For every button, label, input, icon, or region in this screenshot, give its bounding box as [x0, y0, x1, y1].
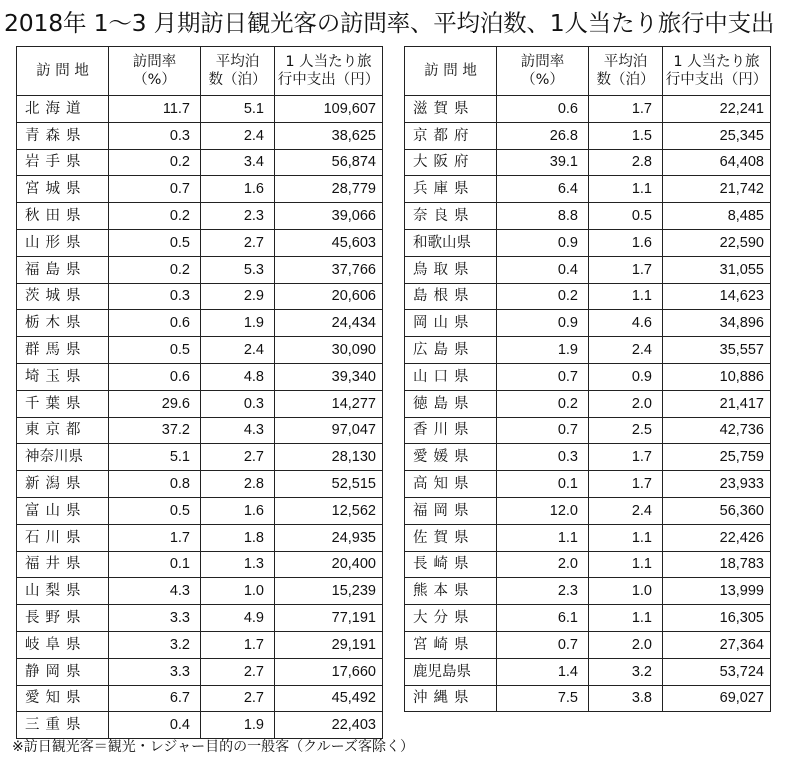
header-visit-rate-line2: （%）	[521, 72, 564, 88]
pref-cell: 鹿児島県	[405, 658, 497, 685]
rate-cell: 0.2	[109, 256, 201, 283]
nights-cell: 2.3	[201, 203, 275, 230]
nights-cell: 2.0	[589, 631, 663, 658]
rate-cell: 1.1	[497, 524, 589, 551]
pref-cell: 沖縄県	[405, 685, 497, 712]
table-row	[17, 578, 383, 605]
expense-cell: 39,340	[275, 363, 383, 390]
pref-cell: 長崎県	[405, 551, 497, 578]
table-row	[405, 310, 771, 337]
nights-cell: 2.5	[589, 417, 663, 444]
rate-cell: 0.6	[497, 96, 589, 123]
pref-cell: 神奈川県	[17, 444, 109, 471]
rate-cell: 0.4	[109, 712, 201, 739]
header-avg-nights-line1: 平均泊	[603, 54, 648, 70]
pref-cell: 滋賀県	[405, 96, 497, 123]
rate-cell: 0.2	[109, 149, 201, 176]
header-visit-rate-line2: （%）	[133, 72, 176, 88]
rate-cell: 0.2	[497, 283, 589, 310]
table-row	[17, 524, 383, 551]
nights-cell: 0.9	[589, 363, 663, 390]
header-destination-label: 訪 問 地	[36, 63, 89, 79]
nights-cell: 3.2	[589, 658, 663, 685]
rate-cell: 0.1	[497, 471, 589, 498]
nights-cell: 1.7	[589, 256, 663, 283]
right-table-body	[405, 47, 771, 712]
table-row	[405, 658, 771, 685]
expense-cell: 22,426	[663, 524, 771, 551]
table-row	[17, 256, 383, 283]
rate-cell: 2.3	[497, 578, 589, 605]
expense-cell: 23,933	[663, 471, 771, 498]
pref-cell: 千葉県	[17, 390, 109, 417]
pref-cell: 石川県	[17, 524, 109, 551]
rate-cell: 4.3	[109, 578, 201, 605]
table-row	[405, 685, 771, 712]
expense-cell: 77,191	[275, 605, 383, 632]
header-avg-nights	[201, 47, 275, 96]
table-row	[405, 551, 771, 578]
header-expense-line2: 行中支出（円）	[665, 72, 768, 88]
pref-cell: 静岡県	[17, 658, 109, 685]
table-row	[17, 471, 383, 498]
table-row	[17, 605, 383, 632]
nights-cell: 2.7	[201, 444, 275, 471]
table-row	[405, 176, 771, 203]
expense-cell: 25,759	[663, 444, 771, 471]
table-row	[405, 605, 771, 632]
table-row	[17, 310, 383, 337]
pref-cell: 福岡県	[405, 497, 497, 524]
header-visit-rate	[497, 47, 589, 96]
pref-cell: 京都府	[405, 122, 497, 149]
rate-cell: 6.4	[497, 176, 589, 203]
rate-cell: 12.0	[497, 497, 589, 524]
nights-cell: 3.4	[201, 149, 275, 176]
expense-cell: 64,408	[663, 149, 771, 176]
rate-cell: 1.4	[497, 658, 589, 685]
pref-cell: 山形県	[17, 229, 109, 256]
table-row	[405, 471, 771, 498]
table-row	[17, 229, 383, 256]
nights-cell: 2.4	[589, 497, 663, 524]
expense-cell: 53,724	[663, 658, 771, 685]
rate-cell: 0.7	[497, 417, 589, 444]
header-avg-nights	[589, 47, 663, 96]
rate-cell: 0.8	[109, 471, 201, 498]
pref-cell: 大阪府	[405, 149, 497, 176]
rate-cell: 0.9	[497, 229, 589, 256]
rate-cell: 6.1	[497, 605, 589, 632]
rate-cell: 3.2	[109, 631, 201, 658]
table-row	[405, 203, 771, 230]
header-visit-rate-line1: 訪問率	[520, 54, 565, 70]
rate-cell: 0.5	[109, 229, 201, 256]
pref-cell: 秋田県	[17, 203, 109, 230]
expense-cell: 38,625	[275, 122, 383, 149]
rate-cell: 0.7	[497, 631, 589, 658]
nights-cell: 1.7	[201, 631, 275, 658]
rate-cell: 0.5	[109, 497, 201, 524]
nights-cell: 1.8	[201, 524, 275, 551]
header-visit-rate	[109, 47, 201, 96]
pref-cell: 大分県	[405, 605, 497, 632]
pref-cell: 群馬県	[17, 337, 109, 364]
rate-cell: 7.5	[497, 685, 589, 712]
rate-cell: 26.8	[497, 122, 589, 149]
header-destination	[17, 47, 109, 96]
header-avg-nights-line2: 数（泊）	[596, 72, 655, 88]
expense-cell: 20,606	[275, 283, 383, 310]
expense-cell: 45,492	[275, 685, 383, 712]
pref-cell: 北海道	[17, 96, 109, 123]
table-row	[17, 176, 383, 203]
nights-cell: 2.7	[201, 658, 275, 685]
expense-cell: 24,935	[275, 524, 383, 551]
rate-cell: 0.6	[109, 363, 201, 390]
rate-cell: 0.6	[109, 310, 201, 337]
expense-cell: 25,345	[663, 122, 771, 149]
rate-cell: 8.8	[497, 203, 589, 230]
expense-cell: 22,590	[663, 229, 771, 256]
footnote: ※訪日観光客＝観光・レジャー目的の一般客（クルーズ客除く）	[12, 739, 414, 755]
pref-cell: 和歌山県	[405, 229, 497, 256]
header-expense	[275, 47, 383, 96]
pref-cell: 愛知県	[17, 685, 109, 712]
table-row	[405, 631, 771, 658]
table-row	[405, 390, 771, 417]
nights-cell: 1.0	[589, 578, 663, 605]
expense-cell: 20,400	[275, 551, 383, 578]
pref-cell: 岡山県	[405, 310, 497, 337]
pref-cell: 徳島県	[405, 390, 497, 417]
expense-cell: 21,417	[663, 390, 771, 417]
pref-cell: 奈良県	[405, 203, 497, 230]
header-expense-line1: 1 人当たり旅	[285, 54, 372, 70]
nights-cell: 4.9	[201, 605, 275, 632]
header-expense-line1: 1 人当たり旅	[673, 54, 760, 70]
table-row	[17, 685, 383, 712]
table-row	[17, 363, 383, 390]
nights-cell: 2.4	[201, 122, 275, 149]
expense-cell: 31,055	[663, 256, 771, 283]
nights-cell: 4.6	[589, 310, 663, 337]
rate-cell: 0.1	[109, 551, 201, 578]
rate-cell: 2.0	[497, 551, 589, 578]
rate-cell: 5.1	[109, 444, 201, 471]
expense-cell: 14,277	[275, 390, 383, 417]
nights-cell: 0.3	[201, 390, 275, 417]
nights-cell: 2.7	[201, 229, 275, 256]
table-row	[17, 658, 383, 685]
expense-cell: 12,562	[275, 497, 383, 524]
expense-cell: 56,874	[275, 149, 383, 176]
table-row	[17, 149, 383, 176]
table-row	[405, 283, 771, 310]
rate-cell: 1.9	[497, 337, 589, 364]
table-row	[17, 390, 383, 417]
pref-cell: 福井県	[17, 551, 109, 578]
table-row	[17, 96, 383, 123]
pref-cell: 熊本県	[405, 578, 497, 605]
nights-cell: 2.4	[589, 337, 663, 364]
table-row	[405, 524, 771, 551]
expense-cell: 29,191	[275, 631, 383, 658]
expense-cell: 37,766	[275, 256, 383, 283]
table-row	[17, 283, 383, 310]
rate-cell: 0.2	[109, 203, 201, 230]
table-row	[405, 337, 771, 364]
pref-cell: 愛媛県	[405, 444, 497, 471]
expense-cell: 17,660	[275, 658, 383, 685]
nights-cell: 1.6	[201, 176, 275, 203]
expense-cell: 22,403	[275, 712, 383, 739]
nights-cell: 1.1	[589, 524, 663, 551]
nights-cell: 3.8	[589, 685, 663, 712]
rate-cell: 1.7	[109, 524, 201, 551]
nights-cell: 1.7	[589, 471, 663, 498]
pref-cell: 岐阜県	[17, 631, 109, 658]
nights-cell: 1.7	[589, 444, 663, 471]
nights-cell: 0.5	[589, 203, 663, 230]
pref-cell: 長野県	[17, 605, 109, 632]
rate-cell: 6.7	[109, 685, 201, 712]
right-visit-table	[404, 46, 771, 712]
rate-cell: 39.1	[497, 149, 589, 176]
nights-cell: 2.0	[589, 390, 663, 417]
expense-cell: 21,742	[663, 176, 771, 203]
expense-cell: 56,360	[663, 497, 771, 524]
pref-cell: 宮城県	[17, 176, 109, 203]
table-row	[17, 444, 383, 471]
expense-cell: 52,515	[275, 471, 383, 498]
pref-cell: 茨城県	[17, 283, 109, 310]
expense-cell: 42,736	[663, 417, 771, 444]
table-row	[17, 631, 383, 658]
table-row	[405, 256, 771, 283]
nights-cell: 4.8	[201, 363, 275, 390]
rate-cell: 0.3	[497, 444, 589, 471]
expense-cell: 30,090	[275, 337, 383, 364]
left-header-row	[17, 47, 383, 96]
expense-cell: 97,047	[275, 417, 383, 444]
table-row	[17, 551, 383, 578]
rate-cell: 11.7	[109, 96, 201, 123]
rate-cell: 0.7	[109, 176, 201, 203]
pref-cell: 東京都	[17, 417, 109, 444]
pref-cell: 香川県	[405, 417, 497, 444]
table-row	[405, 417, 771, 444]
rate-cell: 0.7	[497, 363, 589, 390]
table-row	[405, 149, 771, 176]
rate-cell: 0.2	[497, 390, 589, 417]
expense-cell: 16,305	[663, 605, 771, 632]
header-destination-label: 訪 問 地	[424, 63, 477, 79]
table-row	[17, 497, 383, 524]
page-title: 2018年 1～3 月期訪日観光客の訪問率、平均泊数、1人当たり旅行中支出	[4, 9, 775, 37]
nights-cell: 1.6	[589, 229, 663, 256]
pref-cell: 山梨県	[17, 578, 109, 605]
rate-cell: 3.3	[109, 658, 201, 685]
pref-cell: 栃木県	[17, 310, 109, 337]
rate-cell: 3.3	[109, 605, 201, 632]
expense-cell: 15,239	[275, 578, 383, 605]
expense-cell: 45,603	[275, 229, 383, 256]
expense-cell: 22,241	[663, 96, 771, 123]
nights-cell: 2.8	[201, 471, 275, 498]
pref-cell: 富山県	[17, 497, 109, 524]
expense-cell: 8,485	[663, 203, 771, 230]
nights-cell: 1.1	[589, 605, 663, 632]
expense-cell: 39,066	[275, 203, 383, 230]
header-avg-nights-line2: 数（泊）	[208, 72, 267, 88]
rate-cell: 0.5	[109, 337, 201, 364]
nights-cell: 4.3	[201, 417, 275, 444]
expense-cell: 18,783	[663, 551, 771, 578]
pref-cell: 島根県	[405, 283, 497, 310]
pref-cell: 高知県	[405, 471, 497, 498]
pref-cell: 新潟県	[17, 471, 109, 498]
nights-cell: 1.1	[589, 283, 663, 310]
table-row	[17, 417, 383, 444]
nights-cell: 1.1	[589, 176, 663, 203]
nights-cell: 1.9	[201, 712, 275, 739]
nights-cell: 1.9	[201, 310, 275, 337]
nights-cell: 2.9	[201, 283, 275, 310]
rate-cell: 0.3	[109, 283, 201, 310]
left-visit-table	[16, 46, 383, 739]
expense-cell: 35,557	[663, 337, 771, 364]
nights-cell: 1.5	[589, 122, 663, 149]
nights-cell: 1.6	[201, 497, 275, 524]
expense-cell: 27,364	[663, 631, 771, 658]
pref-cell: 鳥取県	[405, 256, 497, 283]
table-row	[405, 444, 771, 471]
expense-cell: 34,896	[663, 310, 771, 337]
nights-cell: 5.3	[201, 256, 275, 283]
table-row	[405, 497, 771, 524]
table-row	[17, 203, 383, 230]
header-expense-line2: 行中支出（円）	[277, 72, 380, 88]
expense-cell: 24,434	[275, 310, 383, 337]
header-destination	[405, 47, 497, 96]
header-visit-rate-line1: 訪問率	[132, 54, 177, 70]
pref-cell: 宮崎県	[405, 631, 497, 658]
nights-cell: 2.8	[589, 149, 663, 176]
nights-cell: 1.3	[201, 551, 275, 578]
rate-cell: 0.9	[497, 310, 589, 337]
header-avg-nights-line1: 平均泊	[215, 54, 260, 70]
pref-cell: 青森県	[17, 122, 109, 149]
pref-cell: 埼玉県	[17, 363, 109, 390]
pref-cell: 広島県	[405, 337, 497, 364]
nights-cell: 2.7	[201, 685, 275, 712]
expense-cell: 13,999	[663, 578, 771, 605]
right-header-row	[405, 47, 771, 96]
expense-cell: 69,027	[663, 685, 771, 712]
pref-cell: 福島県	[17, 256, 109, 283]
table-row	[17, 122, 383, 149]
pref-cell: 兵庫県	[405, 176, 497, 203]
table-row	[17, 712, 383, 739]
header-expense	[663, 47, 771, 96]
nights-cell: 1.7	[589, 96, 663, 123]
nights-cell: 5.1	[201, 96, 275, 123]
pref-cell: 岩手県	[17, 149, 109, 176]
nights-cell: 2.4	[201, 337, 275, 364]
expense-cell: 14,623	[663, 283, 771, 310]
rate-cell: 37.2	[109, 417, 201, 444]
table-row	[405, 96, 771, 123]
expense-cell: 10,886	[663, 363, 771, 390]
table-row	[405, 363, 771, 390]
expense-cell: 109,607	[275, 96, 383, 123]
table-row	[405, 122, 771, 149]
left-table-body	[17, 47, 383, 739]
nights-cell: 1.1	[589, 551, 663, 578]
pref-cell: 三重県	[17, 712, 109, 739]
rate-cell: 0.4	[497, 256, 589, 283]
rate-cell: 29.6	[109, 390, 201, 417]
expense-cell: 28,130	[275, 444, 383, 471]
nights-cell: 1.0	[201, 578, 275, 605]
pref-cell: 佐賀県	[405, 524, 497, 551]
expense-cell: 28,779	[275, 176, 383, 203]
table-row	[405, 578, 771, 605]
rate-cell: 0.3	[109, 122, 201, 149]
table-row	[405, 229, 771, 256]
table-row	[17, 337, 383, 364]
pref-cell: 山口県	[405, 363, 497, 390]
